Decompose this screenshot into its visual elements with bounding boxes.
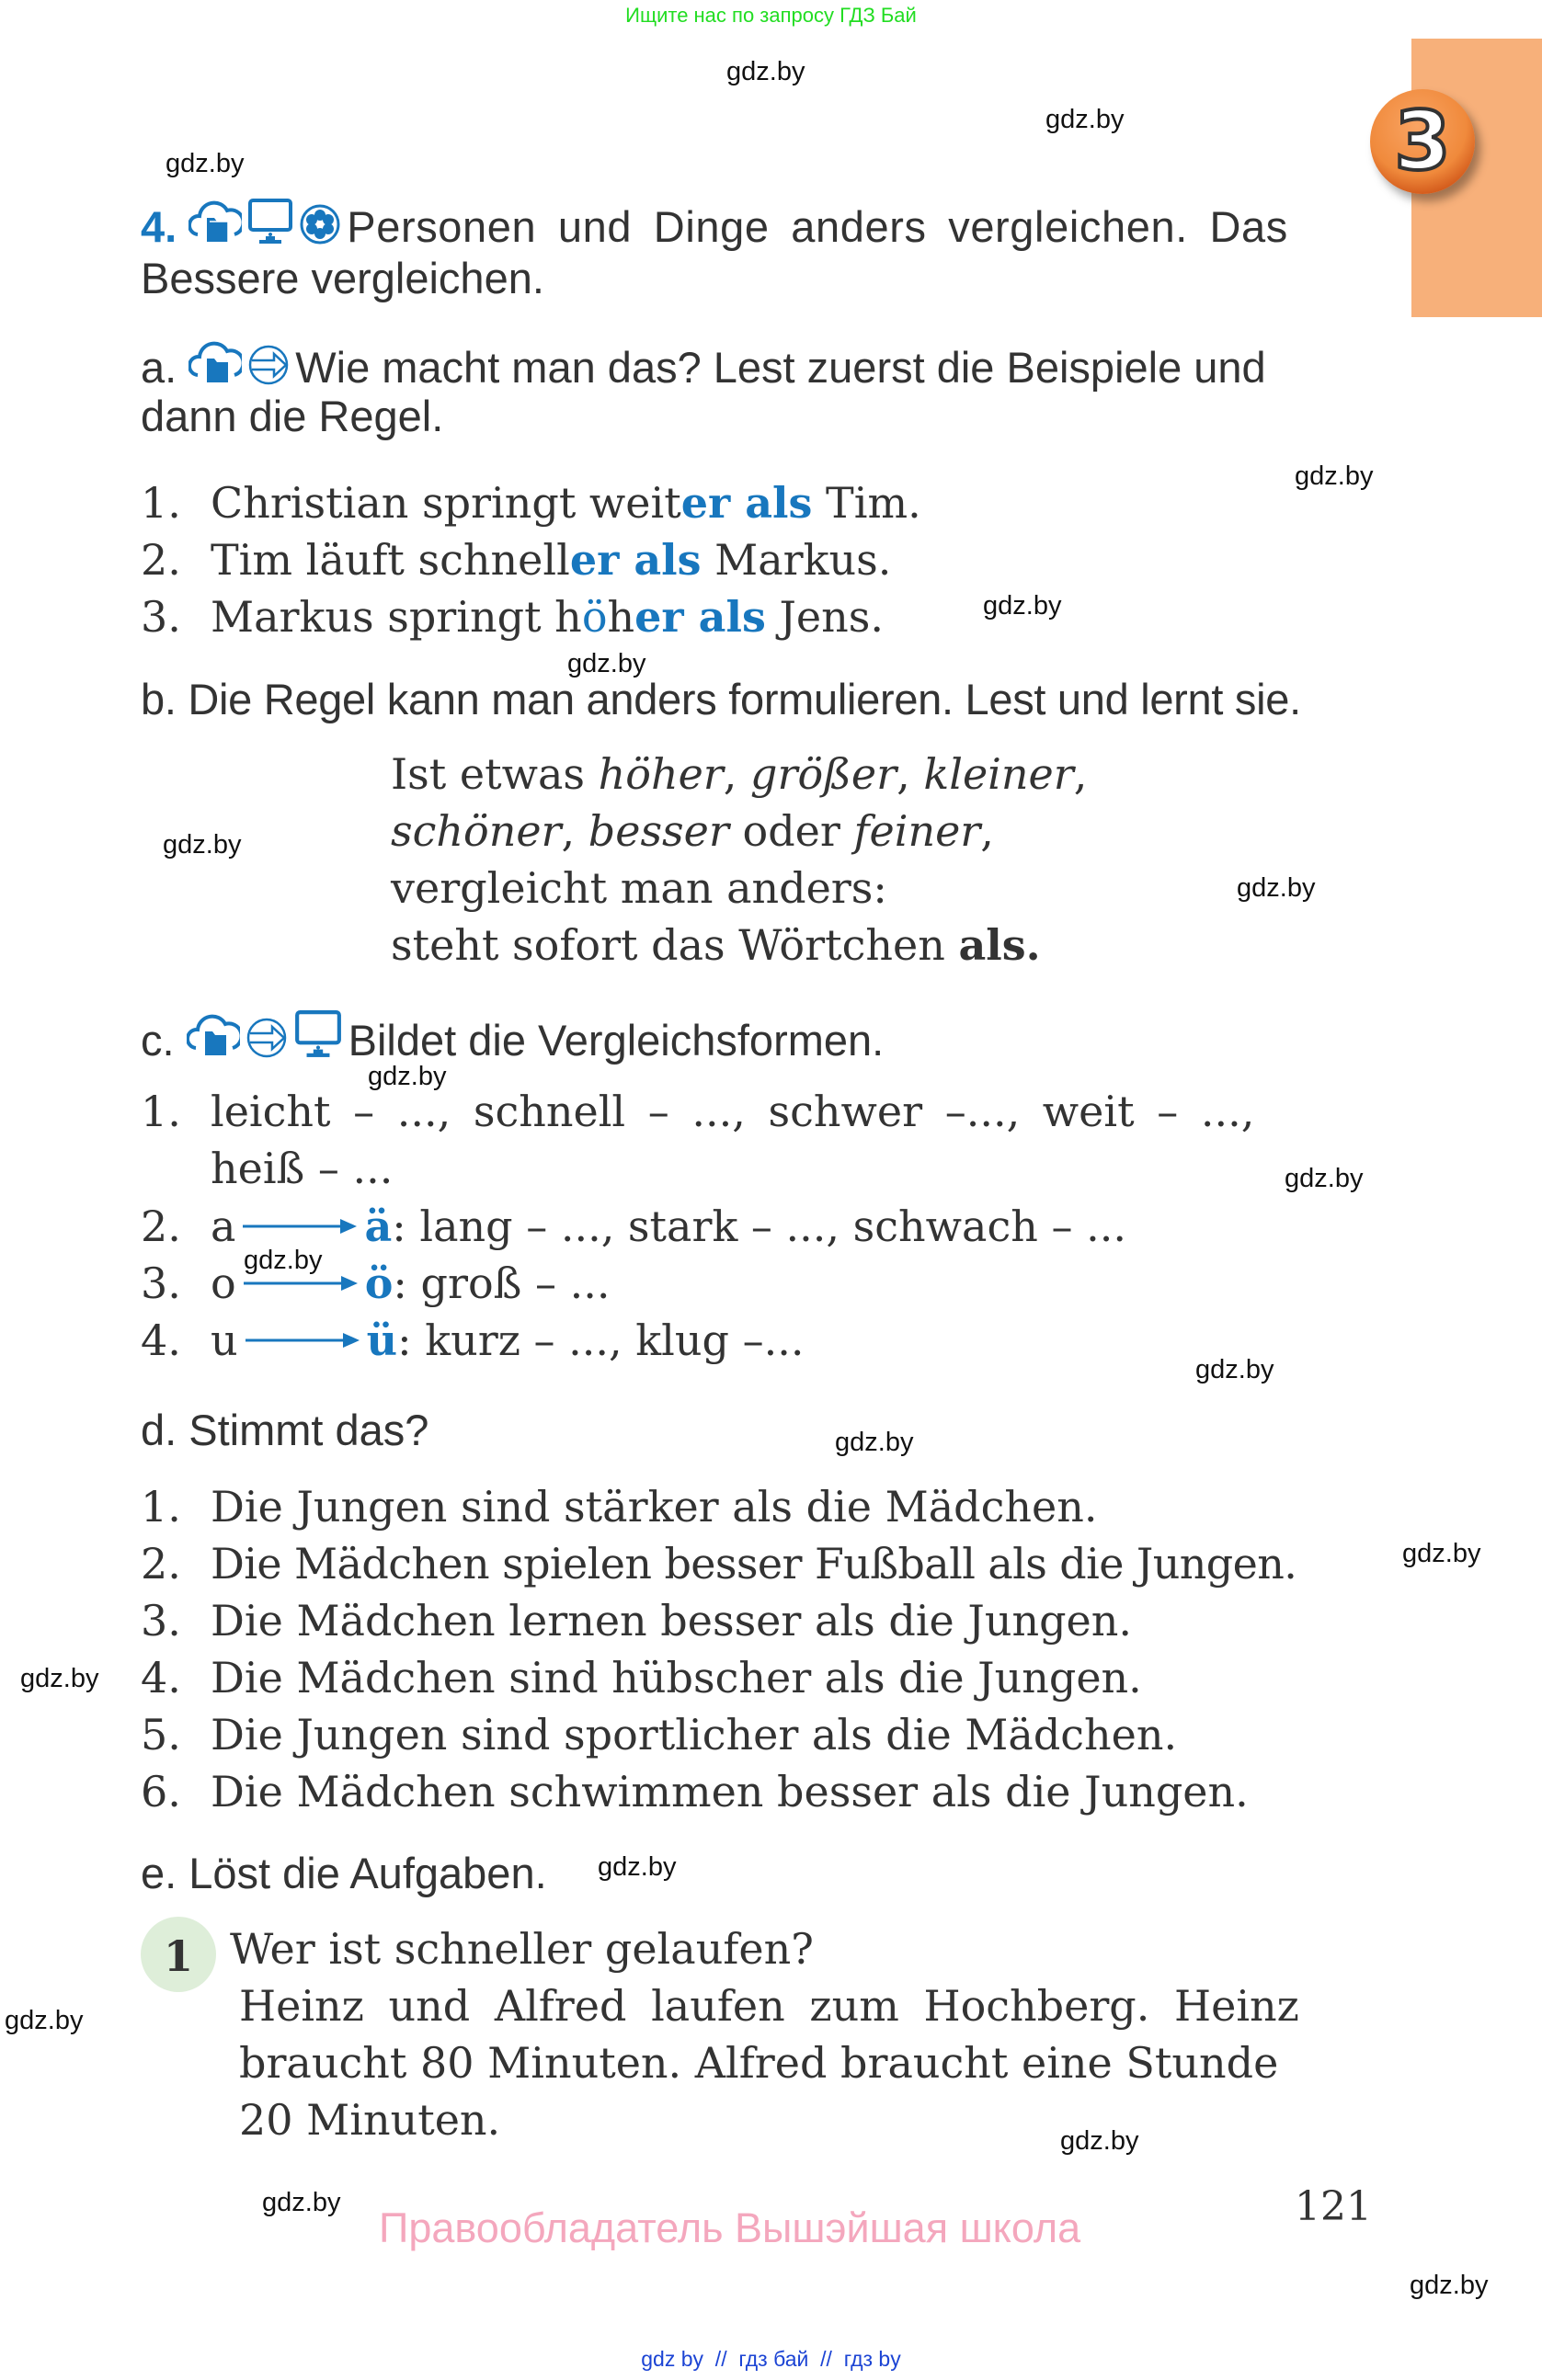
list-item-continuation: heiß – ... xyxy=(211,1144,394,1193)
chapter-number: 3 xyxy=(1394,94,1451,188)
task-text-line: Heinz und Alfred laufen zum Hochberg. Heinz xyxy=(239,1981,1299,2031)
watermark: gdz.by xyxy=(1285,1164,1364,1193)
list-item: 5. Die Jungen sind sportlicher als die Mädchen. xyxy=(141,1710,1178,1759)
list-item: 6. Die Mädchen schwimmen besser als die Jungen. xyxy=(141,1767,1249,1816)
exercise-title-line1: Personen und Dinge anders vergleichen. Das xyxy=(347,202,1288,251)
task-question: Wer ist schneller gelaufen? xyxy=(230,1924,814,1974)
watermark: gdz.by xyxy=(1295,461,1374,491)
arrow-circle-icon xyxy=(246,1017,288,1069)
watermark: gdz.by xyxy=(598,1852,677,1882)
watermark: gdz.by xyxy=(567,649,646,678)
list-item: 4. u ü: kurz – ..., klug –... xyxy=(141,1315,805,1365)
watermark: gdz.by xyxy=(20,1664,99,1693)
section-a-label: a. xyxy=(141,343,177,392)
task-text-line: braucht 80 Minuten. Alfred braucht eine Stunde xyxy=(239,2038,1279,2088)
watermark: gdz.by xyxy=(5,2006,84,2035)
list-item: 2. Tim läuft schneller als Markus. xyxy=(141,535,892,585)
section-a-title-line1: Wie macht man das? Lest zuerst die Beispiele und xyxy=(295,343,1266,392)
watermark: gdz.by xyxy=(983,591,1062,621)
section-a-heading xyxy=(141,338,1266,396)
section-b-heading: b. Die Regel kann man anders formulieren. Lest und lernt sie. xyxy=(141,675,1301,723)
watermark: gdz.by xyxy=(368,1062,447,1091)
watermark: gdz.by xyxy=(163,830,242,860)
cloud-folder-icon xyxy=(188,198,242,256)
list-item: 3. Markus springt höher als Jens. xyxy=(141,592,884,642)
arrow-right-icon xyxy=(244,1331,361,1349)
list-item: 1. Christian springt weiter als Tim. xyxy=(141,478,921,528)
section-e-heading: e. Löst die Aufgaben. xyxy=(141,1849,547,1897)
watermark: gdz.by xyxy=(1045,105,1125,134)
section-d-heading: d. Stimmt das? xyxy=(141,1406,429,1454)
monitor-icon xyxy=(293,1009,343,1069)
section-c-heading xyxy=(141,1009,884,1069)
watermark: gdz.by xyxy=(835,1428,914,1457)
section-c-label: c. xyxy=(141,1016,175,1065)
list-item: 1. Die Jungen sind stärker als die Mädchen. xyxy=(141,1482,1098,1532)
flower-icon xyxy=(299,203,341,256)
watermark: gdz.by xyxy=(1237,873,1316,903)
arrow-right-icon xyxy=(241,1217,359,1236)
watermark: gdz.by xyxy=(244,1246,323,1275)
exercise-number: 4. xyxy=(141,202,177,251)
list-item: 3. o ö: groß – ... xyxy=(141,1258,611,1308)
arrow-circle-icon xyxy=(247,344,290,396)
exercise-title-line2: Bessere vergleichen. xyxy=(141,254,544,302)
rule-line: vergleicht man anders: xyxy=(391,863,887,913)
section-a-title-line2: dann die Regel. xyxy=(141,392,444,440)
rule-line: schöner, besser oder feiner, xyxy=(391,806,994,856)
arrow-right-icon xyxy=(242,1274,360,1292)
list-item: 2. a ä: lang – ..., stark – ..., schwach – ... xyxy=(141,1201,1126,1251)
watermark: gdz.by xyxy=(1402,1539,1481,1568)
list-item: 1. leicht – ..., schnell – ..., schwer –..., weit – ..., xyxy=(141,1087,1255,1136)
footer-links[interactable]: gdz by // гдз бай // гдз by xyxy=(641,2347,901,2371)
cloud-folder-icon xyxy=(187,1011,240,1069)
rule-line: Ist etwas höher, größer, kleiner, xyxy=(391,749,1088,799)
list-item: 2. Die Mädchen spielen besser Fußball als die Jungen. xyxy=(141,1539,1297,1589)
task-number-badge: 1 xyxy=(141,1917,216,1992)
watermark: gdz.by xyxy=(1195,1355,1274,1384)
search-hint-banner: Ищите нас по запросу ГДЗ Бай xyxy=(625,4,917,27)
watermark: gdz.by xyxy=(1060,2126,1139,2156)
rule-line: steht sofort das Wörtchen als. xyxy=(391,920,1041,970)
watermark: gdz.by xyxy=(166,149,245,178)
copyright-notice: Правообладатель Вышэйшая школа xyxy=(379,2204,1081,2251)
page-number: 121 xyxy=(1295,2183,1372,2230)
task-text-line: 20 Minuten. xyxy=(239,2095,501,2145)
watermark: gdz.by xyxy=(1410,2271,1489,2300)
exercise-heading xyxy=(141,198,1288,256)
watermark: gdz.by xyxy=(262,2188,341,2217)
chapter-badge xyxy=(1370,89,1475,194)
cloud-folder-icon xyxy=(188,338,242,396)
list-item: 4. Die Mädchen sind hübscher als die Jungen. xyxy=(141,1653,1142,1702)
section-c-title: Bildet die Vergleichsformen. xyxy=(348,1016,885,1065)
monitor-icon xyxy=(247,198,293,256)
watermark: gdz.by xyxy=(726,57,805,86)
list-item: 3. Die Mädchen lernen besser als die Jungen. xyxy=(141,1596,1132,1646)
